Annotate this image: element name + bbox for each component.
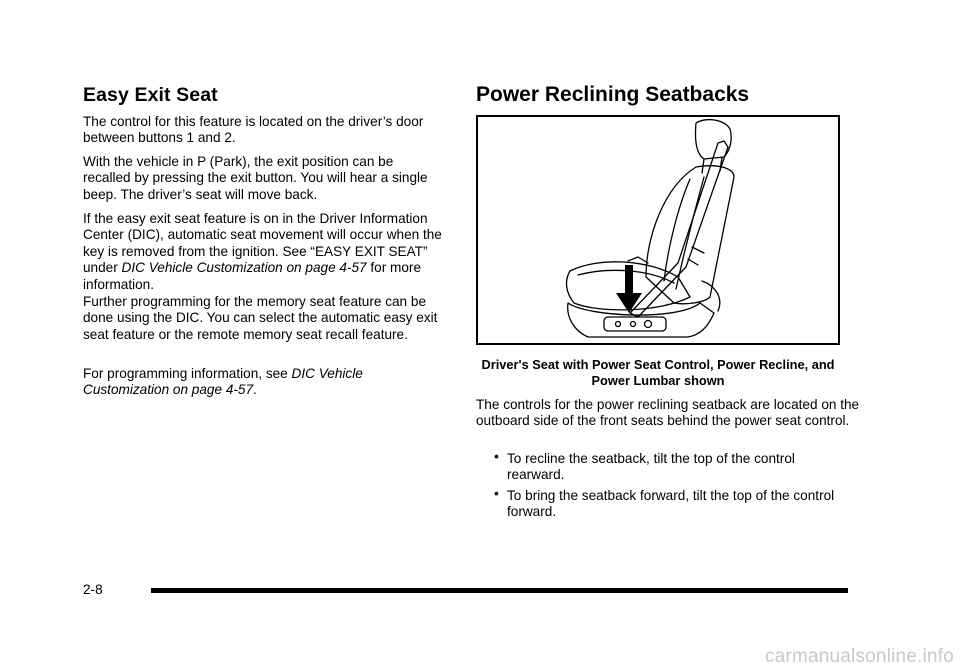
seat-drawing [478,117,838,343]
paragraph-programming-info [83,366,443,399]
paragraph-exit-position: With the vehicle in P (Park), the exit position can be recalled by pressing the exit button. You will hear a single beep. The driver’s seat will move back. [83,154,428,202]
bullet-icon: • [494,448,499,464]
paragraph-programming-info-text: For programming information, see [83,366,292,381]
paragraph-dic-auto-tail: for more information. [83,260,422,292]
figure-caption: Driver's Seat with Power Seat Control, Power Recline, and Power Lumbar shown [481,357,835,388]
section-heading-power-reclining: Power Reclining Seatbacks [476,83,750,106]
page-number: 2-8 [83,582,103,597]
bullet-text-forward: To bring the seatback forward, tilt the top of the control forward. [507,488,835,520]
bullet-text-recline: To recline the seatback, tilt the top of the control rearward. [507,451,795,483]
dic-customization-link-2[interactable]: DIC Vehicle Customization on page 4-57 [83,366,363,398]
bullet-icon: • [494,485,499,501]
section-heading-easy-exit-seat: Easy Exit Seat [83,84,218,106]
paragraph-control-location: The control for this feature is located on the driver’s door between buttons 1 and 2. [83,114,424,146]
dic-customization-link[interactable]: DIC Vehicle Customization on page 4-57 [121,260,367,276]
seatbelt [630,141,728,317]
paragraph-dic-auto-text: If the easy exit seat feature is on in the Driver Information Center (DIC), automatic seat movement will occur when the key is removed from the ignition. See “EASY EXIT SEAT” under [83,211,442,276]
paragraph-controls-location: The controls for the power reclining seatback are located on the outboard side of the front seats behind the power seat control. [476,397,860,429]
paragraph-further-programming: Further programming for the memory seat feature can be done using the DIC. You can select the automatic easy exit seat feature or the remote memory seat recall feature. [83,294,438,342]
seat-illustration [476,115,840,345]
footer-rule [151,588,848,593]
paragraph-dic-auto [83,211,443,293]
paragraph-programming-info-tail: . [253,382,257,398]
bullet-item-recline [494,448,847,484]
watermark: carmanualsonline.info [764,646,954,667]
bullet-item-forward [494,485,847,521]
